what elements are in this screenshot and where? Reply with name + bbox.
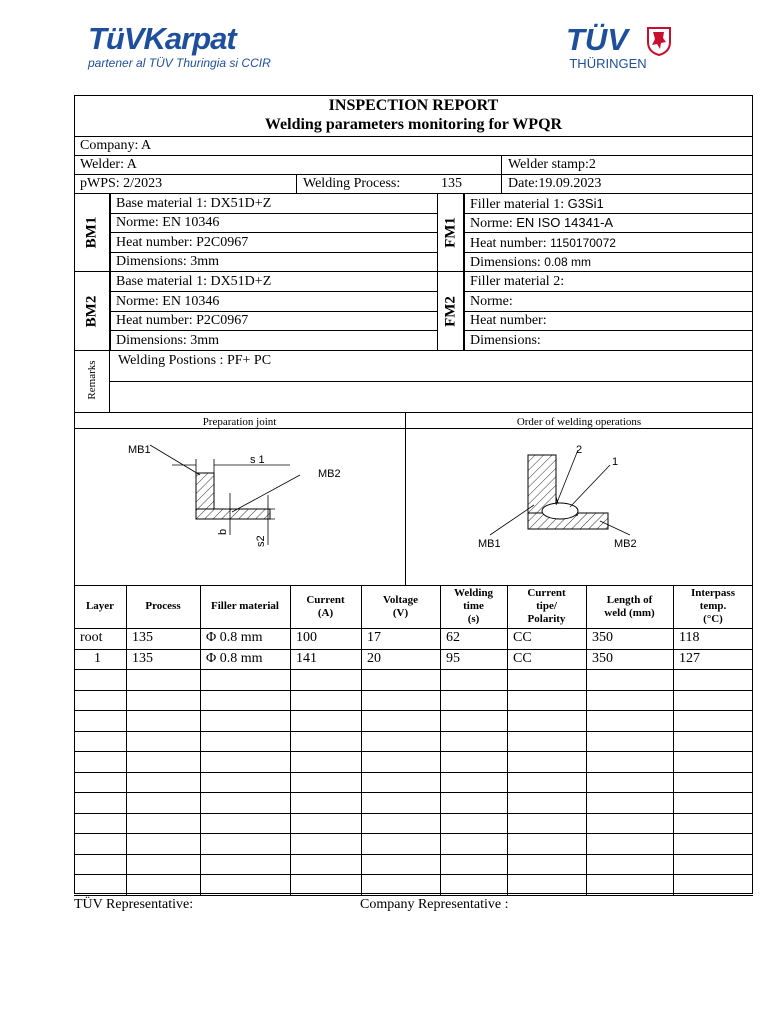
column-header-line: Polarity	[527, 613, 566, 625]
table-cell: Φ 0.8 mm	[206, 650, 263, 666]
fm2-heat-number: Heat number:	[470, 313, 547, 328]
column-header-line: Filler material	[211, 600, 279, 612]
bm1-base-material: Base material 1: DX51D+Z	[116, 196, 272, 211]
table-cell: Φ 0.8 mm	[206, 630, 263, 645]
table-cell: 95	[446, 650, 460, 666]
column-header-line: (V)	[392, 606, 409, 619]
column-header-line: Voltage	[382, 593, 419, 606]
date-field: Date:19.09.2023	[508, 176, 602, 191]
table-cell: 135	[132, 650, 153, 666]
left-logo-brand: TüVKarpat	[88, 21, 236, 56]
table-cell: 118	[679, 630, 700, 645]
column-header	[361, 594, 440, 620]
welding-process-label: Welding Process:	[303, 176, 401, 191]
table-cell: 135	[132, 630, 153, 645]
table-cell: root	[80, 630, 103, 645]
fm2-dimensions: Dimensions:	[470, 333, 541, 348]
tuv-thuringen-logo	[566, 24, 676, 71]
pwps-field: pWPS: 2/2023	[80, 176, 163, 191]
welder-stamp-field: Welder stamp:2	[508, 157, 596, 172]
table-cell: CC	[513, 650, 532, 666]
bm2-dimensions: Dimensions: 3mm	[116, 333, 220, 348]
table-cell: 17	[367, 630, 381, 645]
remarks-label: Remarks	[86, 360, 98, 400]
order-num-1: 1	[612, 456, 619, 468]
bm2-norme: Norme: EN 10346	[116, 294, 220, 309]
table-cell: 350	[592, 650, 613, 666]
column-header-line: Welding	[453, 587, 494, 599]
column-header	[440, 587, 507, 626]
column-header-line: time	[463, 600, 484, 612]
order-of-welding-drawing	[470, 435, 670, 555]
column-header-line: Current	[306, 593, 345, 606]
company-field: Company: A	[80, 138, 152, 153]
column-header-line: temp.	[699, 600, 727, 612]
bm1-norme: Norme: EN 10346	[116, 215, 220, 230]
column-header-line: weld (mm)	[604, 606, 655, 619]
right-logo-tagline: THÜRINGEN	[569, 56, 647, 71]
fm1-norme-label: Norme:	[470, 216, 517, 231]
column-header	[200, 600, 290, 613]
prep-mb1-label: MB1	[128, 444, 151, 456]
bm2-tag: BM2	[83, 295, 100, 328]
prep-mb2-label: MB2	[318, 468, 341, 480]
table-cell: 127	[679, 650, 700, 666]
bm2-base-material: Base material 1: DX51D+Z	[116, 274, 272, 289]
left-logo-tagline: partener al TÜV Thuringia si CCIR	[88, 56, 271, 70]
bm1-tag: BM1	[83, 216, 100, 249]
table-cell: 20	[367, 650, 381, 666]
fm1-dimensions-value: 0.08 mm	[544, 255, 591, 269]
report-subtitle: Welding parameters monitoring for WPQR	[264, 116, 563, 133]
welding-process-value: 135	[441, 176, 462, 191]
column-header-line: Layer	[85, 600, 115, 612]
fm1-heat-label: Heat number:	[470, 236, 551, 251]
column-header-line: (s)	[467, 613, 480, 625]
order-of-operations-title: Order of welding operations	[516, 416, 642, 428]
tuv-karpat-logo	[88, 22, 271, 70]
fm1-tag: FM1	[442, 217, 459, 248]
report-title: INSPECTION REPORT	[328, 97, 499, 114]
column-header	[126, 600, 200, 613]
welder-field: Welder: A	[80, 157, 137, 172]
table-cell: 350	[592, 630, 613, 645]
fm1-filler-label: Filler material 1:	[470, 197, 568, 212]
prep-s2-label: s2	[255, 535, 267, 547]
column-header	[74, 600, 126, 613]
bm1-dimensions: Dimensions: 3mm	[116, 254, 220, 269]
fm2-filler-material: Filler material 2:	[470, 274, 565, 289]
order-mb2-label: MB2	[614, 538, 637, 550]
column-header-line: Current	[527, 587, 566, 599]
prep-s1-label: s 1	[250, 454, 265, 466]
company-representative-label: Company Representative :	[360, 897, 509, 912]
fm1-heat-value: 1150170072	[550, 236, 616, 250]
column-header-line: Process	[145, 600, 181, 612]
prep-b-label: b	[217, 528, 229, 535]
order-mb1-label: MB1	[478, 538, 501, 550]
column-header	[586, 594, 673, 620]
table-cell: 100	[296, 630, 317, 645]
table-cell: CC	[513, 630, 532, 645]
preparation-joint-drawing	[110, 435, 370, 555]
column-header-line: (°C)	[703, 613, 723, 625]
column-header-line: Interpass	[690, 587, 735, 599]
column-header-line: tipe/	[536, 600, 557, 612]
crest-icon	[646, 26, 672, 56]
fm2-norme: Norme:	[470, 294, 513, 309]
column-header	[290, 594, 361, 620]
table-cell: 1	[94, 650, 101, 666]
column-header-line: (A)	[317, 606, 334, 619]
column-header	[673, 587, 753, 626]
column-header-line: Length of	[606, 593, 653, 606]
fm1-filler-value: G3Si1	[567, 196, 604, 211]
table-cell: 141	[296, 650, 317, 666]
column-header	[507, 587, 586, 626]
bm1-heat-number: Heat number: P2C0967	[116, 235, 249, 250]
fm1-dimensions-label: Dimensions:	[470, 255, 545, 270]
right-logo-brand: TÜV	[566, 22, 628, 57]
remarks-text: Welding Postions : PF+ PC	[118, 353, 272, 368]
fm1-norme-value: EN ISO 14341-A	[516, 215, 614, 230]
preparation-joint-title: Preparation joint	[202, 416, 277, 428]
bm2-heat-number: Heat number: P2C0967	[116, 313, 249, 328]
order-num-2: 2	[576, 444, 583, 456]
fm2-tag: FM2	[442, 296, 459, 327]
tuv-representative-label: TÜV Representative:	[74, 897, 194, 912]
table-cell: 62	[446, 630, 460, 645]
